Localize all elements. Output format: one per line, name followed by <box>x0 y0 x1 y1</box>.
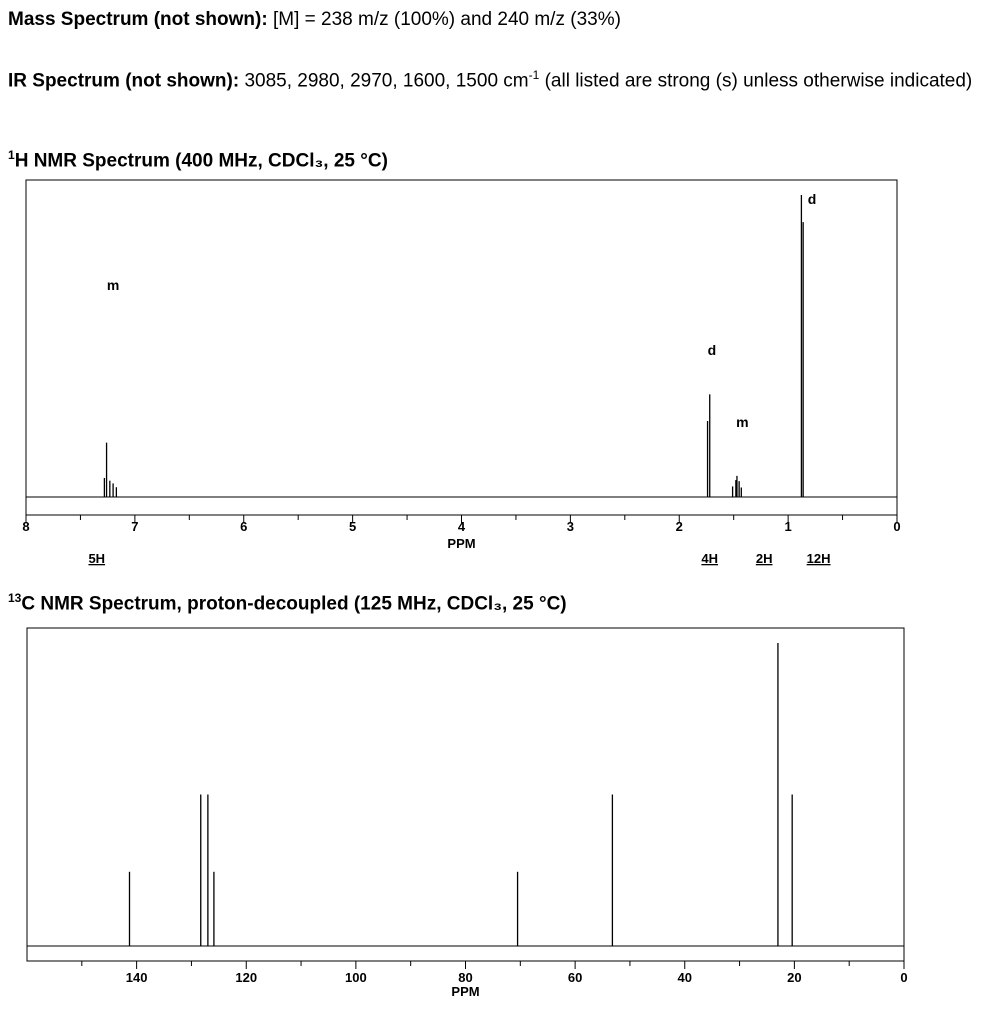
h-nmr-tick-label: 2 <box>675 519 683 534</box>
h-nmr-tick-label: 8 <box>22 519 30 534</box>
h-nmr-multiplicity-label: d <box>707 342 717 358</box>
h-nmr-multiplicity-label: m <box>736 414 749 430</box>
c-nmr-tick-label: 120 <box>235 970 258 985</box>
ir-unit-exponent: -1 <box>528 68 540 82</box>
ir-spectrum-line <box>8 64 973 92</box>
c-nmr-plot-frame <box>27 628 904 961</box>
h-nmr-title-sup: 1 <box>8 148 15 162</box>
c-nmr-tick-label: 0 <box>900 970 908 985</box>
h-nmr-title <box>8 148 388 172</box>
h-nmr-plot-frame <box>26 180 897 515</box>
h-nmr-tick-label: 7 <box>131 519 139 534</box>
h-nmr-integration-label: 4H <box>701 551 719 566</box>
c-nmr-title <box>8 591 567 615</box>
h-nmr-integration-label: 12H <box>806 551 831 566</box>
h-nmr-title-text: H NMR Spectrum (400 MHz, CDCl₃, 25 °C) <box>14 150 388 172</box>
h-nmr-multiplicity-label: d <box>807 191 817 207</box>
ir-spectrum-note: (all listed are strong (s) unless otherwise indicated) <box>544 70 973 92</box>
h-nmr-tick-label: 5 <box>349 519 357 534</box>
h-nmr-multiplicity-label: m <box>106 277 120 293</box>
c-nmr-tick-label: 20 <box>787 970 802 985</box>
c-nmr-tick-label: 60 <box>567 970 583 985</box>
h-nmr-integration-label: 2H <box>755 551 773 566</box>
c-nmr-title-text: C NMR Spectrum, proton-decoupled (125 MHz, CDCl₃, 25 °C) <box>21 593 567 615</box>
h-nmr-tick-label: 1 <box>784 519 792 534</box>
c-nmr-tick-label: 100 <box>345 970 367 985</box>
c-nmr-tick-label: 40 <box>677 970 692 985</box>
ir-spectrum-values: 3085, 2980, 2970, 1600, 1500 cm <box>244 70 529 92</box>
mass-spectrum-label: Mass Spectrum (not shown): <box>8 9 268 30</box>
h-nmr-tick-label: 0 <box>893 519 901 534</box>
c-nmr-tick-label: 140 <box>125 970 148 985</box>
h-nmr-integration-label: 5H <box>88 551 106 566</box>
c-nmr-xlabel: PPM <box>451 984 480 999</box>
h-nmr-tick-label: 6 <box>240 519 248 534</box>
c-nmr-title-sup: 13 <box>8 591 22 605</box>
ir-spectrum-label: IR Spectrum (not shown): <box>8 70 240 92</box>
h-nmr-tick-label: 4 <box>457 519 466 534</box>
c-nmr-tick-label: 80 <box>458 970 473 985</box>
mass-spectrum-line <box>8 8 621 31</box>
h-nmr-xlabel: PPM <box>447 536 476 551</box>
mass-spectrum-text: [M] = 238 m/z (100%) and 240 m/z (33%) <box>272 9 621 30</box>
h-nmr-tick-label: 3 <box>566 519 574 534</box>
